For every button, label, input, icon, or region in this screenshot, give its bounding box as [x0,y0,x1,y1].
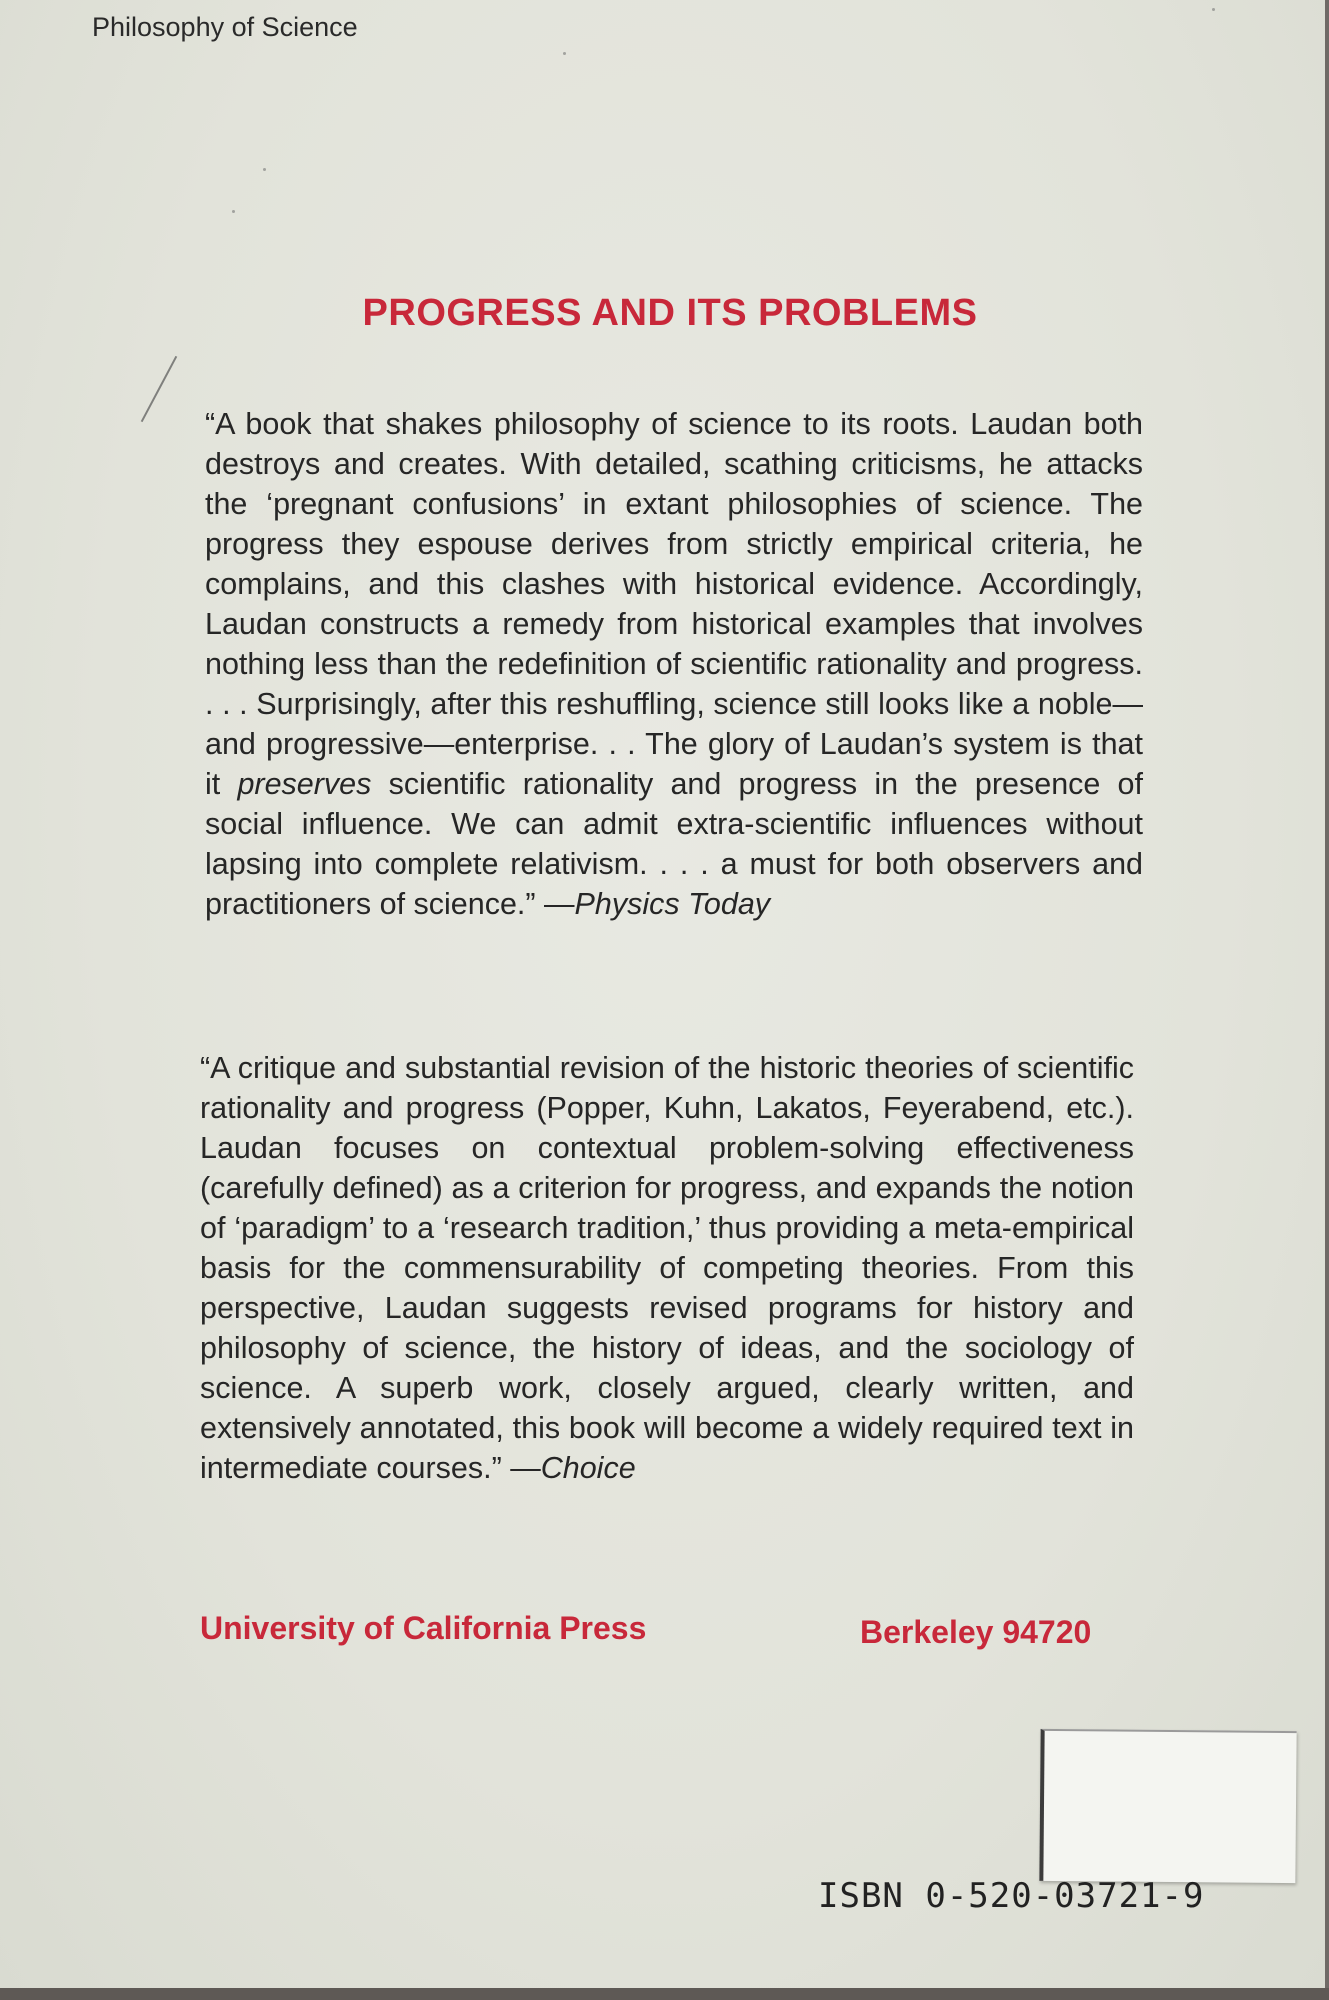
review-text: scientific rationality and progress in the presence of social influence. We can admit extra-scientific influences without lapsing into complete relativism. . . . a must for both observers and practitioners of science.” — [205,767,1143,921]
isbn: ISBN 0-520-03721-9 [818,1876,1205,1916]
review-text: “A book that shakes philosophy of science to its roots. Laudan both destroys and creates. With detailed, scathing criticisms, he attacks the ‘pregnant confusions’ in extant philosophies of science. The progress they espouse derives from strictly empirical criteria, he complains, and this clashes with historical evidence. Accordingly, Laudan constructs a remedy from historical examples that involves nothing less than the redefinition of scientific rationality and progress. . . . Surprisingly, after this reshuffling, science still looks like a noble—and progressive—enterprise. . . The glory of Laudan’s system is that it [205,407,1143,801]
review-physics-today [205,404,1143,924]
book-title: PROGRESS AND ITS PROBLEMS [362,292,978,334]
review-emphasis: preserves [237,767,372,801]
paper-speck [232,210,235,213]
review-choice [200,1048,1134,1488]
review-source: Choice [540,1451,636,1485]
review-source: Physics Today [574,887,771,921]
paper-speck [1212,8,1215,11]
pen-mark [141,356,178,422]
barcode-sticker [1039,1729,1296,1883]
table-surface [0,1988,1329,2000]
publisher-name: University of California Press [200,1610,647,1646]
paper-speck [563,52,566,55]
category-label: Philosophy of Science [92,12,358,42]
paper-speck [263,168,266,171]
publisher-city: Berkeley 94720 [860,1614,1092,1650]
review-text: “A critique and substantial revision of the historic theories of scientific rationality and progress (Popper, Kuhn, Lakatos, Feyerabend, etc.). Laudan focuses on contextual problem-solving effectiveness (carefully defined) as a criterion for progress, and expands the notion of ‘paradigm’ to a ‘research tradition,’ thus providing a meta-empirical basis for the commensurability of competing theories. From this perspective, Laudan suggests revised programs for history and philosophy of science, the history of ideas, and the sociology of science. A superb work, closely argued, clearly written, and extensively annotated, this book will become a widely required text in intermediate courses.” — [200,1051,1134,1485]
